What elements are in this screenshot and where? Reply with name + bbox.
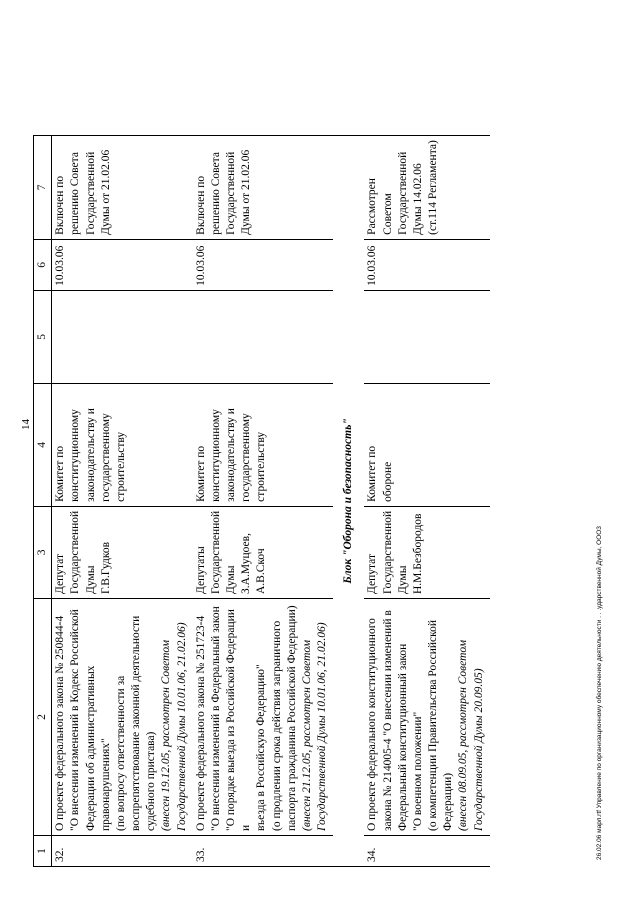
column-header-5: 5 xyxy=(34,290,52,383)
initiator: Депутат Государственной Думы Н.М.Безбородов xyxy=(364,506,489,598)
column-header-4: 4 xyxy=(34,383,52,506)
column-header-7: 7 xyxy=(34,135,52,239)
column-5-cell xyxy=(193,290,334,383)
table-row xyxy=(364,135,489,866)
note-cell: Включен по решению Совета Государственной Думы от 21.02.06 xyxy=(193,135,334,239)
bill-description: О проекте федерального закона № 250844-4 "О внесении изменений в Кодекс Российской Федерации об административных правонарушениях" (по вопросу ответственности за воспрепятствование законной деятельности судебного пристава) (внесен 19.12.05, рассмотрен Советом Государственной Думы 10.01.06, 21.02.06) xyxy=(52,599,193,836)
bill-description: О проекте федерального конституционного закона № 214005-4 "О внесении изменений в Федеральный конституционный закон "О военном положении" (о компетенции Правительства Российской Федерации) (внесен 08.09.05, рассмотрен Советом Государственной Думы 20.09.05) xyxy=(364,599,489,836)
column-5-cell xyxy=(364,290,489,383)
note-cell: Рассмотрен Советом Государственной Думы 14.02.06 (ст.114 Регламента) xyxy=(364,135,489,239)
item-number: 34. xyxy=(364,836,489,867)
agenda-table xyxy=(33,135,490,867)
column-5-cell xyxy=(52,290,193,383)
column-header-2: 2 xyxy=(34,599,52,836)
table-row xyxy=(193,135,334,866)
section-title: Блок "Оборона и безопасность" xyxy=(333,135,364,866)
page-number: 14 xyxy=(20,419,32,430)
date-cell: 10.03.06 xyxy=(193,239,334,290)
committee: Комитет по конституционному законодательству и государственному строительству xyxy=(52,383,193,506)
committee: Комитет по обороне xyxy=(364,383,489,506)
committee: Комитет по конституционному законодательству и государственному строительству xyxy=(193,383,334,506)
column-header-1: 1 xyxy=(34,836,52,867)
section-heading-row xyxy=(333,135,364,866)
date-cell: 10.03.06 xyxy=(364,239,489,290)
document-footer: 26.02.06 марл.rtf Управление по организационному обеспечению деятельности . . .ударственной Думы, ООО3 xyxy=(596,526,603,860)
column-header-row xyxy=(34,135,52,866)
table-row xyxy=(52,135,193,866)
item-number: 33. xyxy=(193,836,334,867)
date-cell: 10.03.06 xyxy=(52,239,193,290)
column-header-6: 6 xyxy=(34,239,52,290)
bill-description: О проекте федерального закона № 251723-4 "О внесении изменений в Федеральный закон "О порядке выезда из Российской Федерации и въезда в Российскую Федерацию" (о продлении срока действия заграничного паспорта гражданина Российской Федерации) (внесен 21.12.05, рассмотрен Советом Государственной Думы 10.01.06, 21.02.06) xyxy=(193,599,334,836)
initiator: Депутаты Государственной Думы З.А.Муцоев, А.В.Скоч xyxy=(193,506,334,598)
note-cell: Включен по решению Совета Государственной Думы от 21.02.06 xyxy=(52,135,193,239)
initiator: Депутат Государственной Думы Г.В.Гудков xyxy=(52,506,193,598)
column-header-3: 3 xyxy=(34,506,52,598)
item-number: 32. xyxy=(52,836,193,867)
